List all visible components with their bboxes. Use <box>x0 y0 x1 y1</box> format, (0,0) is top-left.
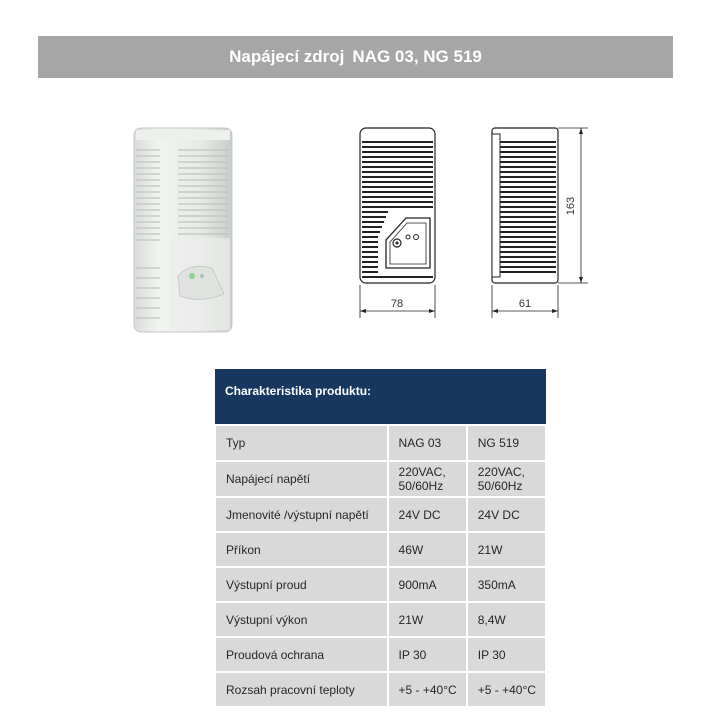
title-models: NAG 03, NG 519 <box>352 47 482 66</box>
ng519-value: IP 30 <box>467 637 546 672</box>
width-label: 78 <box>390 298 404 310</box>
table-header: Charakteristika produktu: <box>215 369 546 425</box>
row-label: Napájecí napětí <box>215 461 388 497</box>
nag03-value: 46W <box>388 532 467 567</box>
nag03-value: 21W <box>388 602 467 637</box>
nag03-value: 24V DC <box>388 497 467 532</box>
ng519-value: 220VAC, 50/60Hz <box>467 461 546 497</box>
table-row <box>215 461 546 497</box>
led-icon <box>189 273 195 279</box>
table-row <box>215 567 546 602</box>
row-label: Typ <box>215 425 388 461</box>
ng519-value: 350mA <box>467 567 546 602</box>
front-view <box>360 128 435 283</box>
row-label: Rozsah pracovní teploty <box>215 672 388 707</box>
ng519-value: 24V DC <box>467 497 546 532</box>
nag03-value: 220VAC, 50/60Hz <box>388 461 467 497</box>
ng519-value: NG 519 <box>467 425 546 461</box>
nag03-value: 900mA <box>388 567 467 602</box>
height-label: 163 <box>565 196 577 216</box>
ng519-value: +5 - +40°C <box>467 672 546 707</box>
nag03-value: IP 30 <box>388 637 467 672</box>
row-label: Výstupní proud <box>215 567 388 602</box>
table-row <box>215 602 546 637</box>
table-row <box>215 637 546 672</box>
ng519-value: 8,4W <box>467 602 546 637</box>
table-row <box>215 532 546 567</box>
row-label: Výstupní výkon <box>215 602 388 637</box>
spec-table <box>214 369 547 708</box>
table-row <box>215 425 546 461</box>
product-photo <box>120 118 240 340</box>
row-label: Proudová ochrana <box>215 637 388 672</box>
title-prefix: Napájecí zdroj <box>229 47 345 66</box>
table-row <box>215 672 546 707</box>
nag03-value: +5 - +40°C <box>388 672 467 707</box>
page-title <box>38 36 673 78</box>
ng519-value: 21W <box>467 532 546 567</box>
technical-drawing <box>350 118 600 328</box>
table-row <box>215 497 546 532</box>
nag03-value: NAG 03 <box>388 425 467 461</box>
side-view <box>492 128 558 283</box>
row-label: Jmenovité /výstupní napětí <box>215 497 388 532</box>
depth-label: 61 <box>518 298 532 310</box>
row-label: Příkon <box>215 532 388 567</box>
